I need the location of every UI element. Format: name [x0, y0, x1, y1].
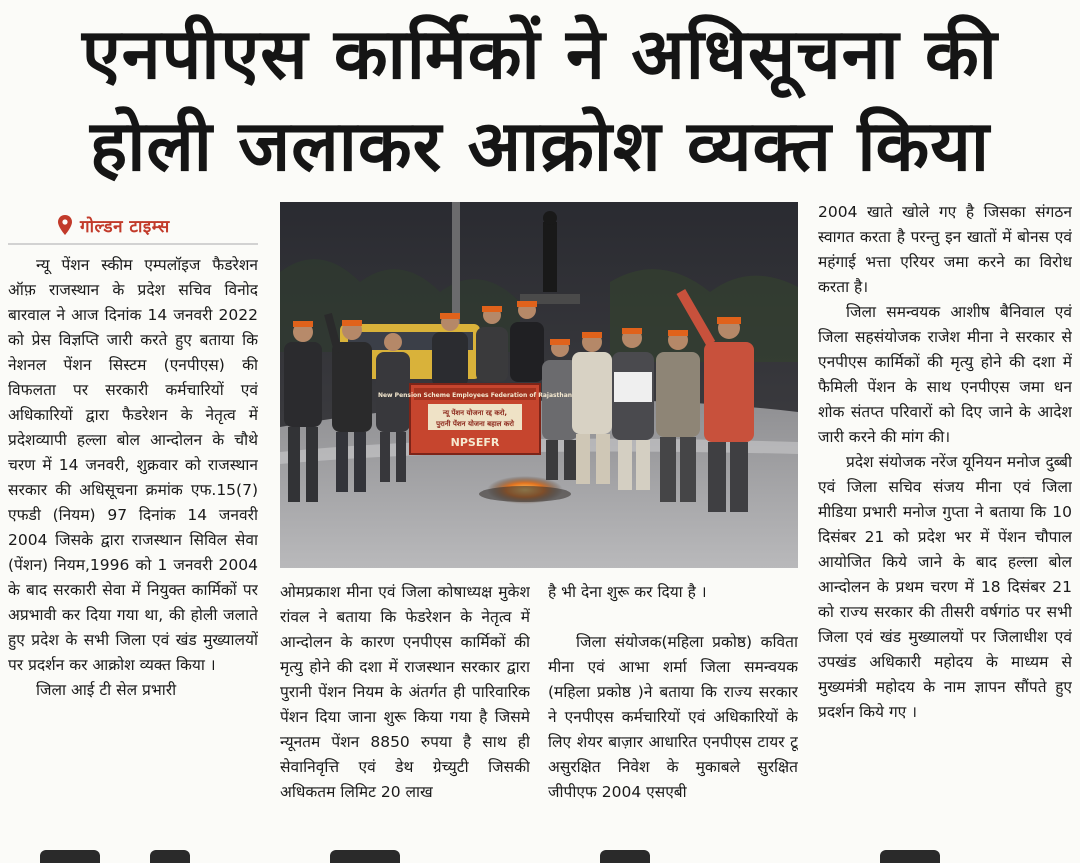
article-column-1 [8, 253, 258, 838]
banner-slogan-1: न्यू पेंशन योजना रद्द करो, [442, 409, 508, 417]
location-pin-icon [58, 215, 72, 235]
paragraph: जिला संयोजक(महिला प्रकोष्ठ) कविता मीना एवं आभा शर्मा जिला समन्वयक (महिला प्रकोष्ठ )ने बताया कि राज्य सरकार ने एनपीएस कर्मचारियों एवं अधिकारियों के लिए शेयर बाज़ार आधारित एनपीएस टायर टू असुरक्षित निवेश के मुकाबले सुरक्षित जीपीएफ 2004 एसएबी [548, 633, 798, 801]
banner-top-text: New Pension Scheme Employees Federation of Rajasthan [377, 392, 573, 399]
paragraph: है भी देना शुरू कर दिया है । [548, 583, 707, 601]
paragraph: प्रदेश संयोजक नरेंज यूनियन मनोज दुब्बी एवं जिला सचिव संजय मीना एवं जिला मीडिया प्रभारी मनोज गुप्ता ने बताया कि 10 दिसंबर 21 को प्रदेश भर में पेंशन चौपाल आयोजित किये जाने के बाद हल्ला बोल आन्दोलन के प्रथम चरण में 18 दिसंबर 21 को राज्य सरकार की तीसरी वर्षगांठ पर सभी जिला एवं खंड मुख्यालयों पर जिलाधीश एवं उपखंड अधिकारी महोदय के माध्यम से मुख्यमंत्री महोदय के नाम ज्ञापन सौंपते हुए प्रदर्शन किये गए । [818, 453, 1072, 721]
article-column-3 [548, 580, 798, 842]
headline-line-1: एनपीएस कार्मिकों ने अधिसूचना की [82, 13, 998, 95]
headline-line-2: होली जलाकर आक्रोश व्यक्त किया [90, 105, 990, 187]
byline-name: गोल्डन टाइम्स [80, 216, 170, 237]
paragraph: 2004 खाते खोले गए है जिसका संगठन स्वागत करता है परन्तु इन खातों में बोनस एवं महंगाई भत्ता एरियर जमा करने का विरोध करता है। [818, 203, 1072, 296]
paragraph: ओमप्रकाश मीना एवं जिला कोषाध्यक्ष मुकेश रांवल ने बताया कि फेडरेशन के नेतृत्व में आन्दोलन के कारण एनपीएस कार्मिकों की मृत्यु होने की दशा में राजस्थान सरकार द्वारा पुरानी पेंशन नियम के अंतर्गत ही पारिवारिक पेंशन दिया जाना शुरू किया गया है जिसमे न्यूनतम पेंशन 8850 रुपया है साथ ही सेवानिवृत्ति एवं डेथ ग्रेच्युटी जिसकी अधिकतम लिमिट 20 लाख [280, 583, 530, 801]
article-column-2 [280, 580, 530, 842]
article-column-4 [818, 200, 1072, 840]
paragraph: जिला आई टी सेल प्रभारी [36, 681, 177, 699]
banner-slogan-2: पुरानी पेंशन योजना बहाल करो [436, 420, 514, 428]
paragraph: न्यू पेंशन स्कीम एम्पलॉइज फैडरेशन ऑफ़ राजस्थान के प्रदेश सचिव विनोद बारवाल ने आज दिनांक 14 जनवरी 2022 को प्रेस विज्ञप्ति जारी करते हुए बताया कि नेशनल पेंशन सिस्टम (एनपीएस) की विफलता पर सरकारी कर्मचारियों एवं अधिकारियों द्वारा फैडरेशन के नेतृत्व में प्रदेशव्यापी हल्ला बोल आन्दोलन के चौथे चरण में 14 जनवरी, शुक्रवार को राजस्थान सरकार की अधिसूचना क्रमांक एफ.15(7) एफडी (नियम) 97 दिनांक 14 जनवरी 2004 जिसके द्वारा राजस्थान सिविल सेवा (पेंशन) नियम,1996 को 1 जनवरी 2004 के बाद सरकारी सेवा में नियुक्त कार्मिकों पर अप्रभावी कर दिया गया था, की होली जलाते हुए प्रदेश के सभी जिला एवं खंड मुख्यालयों पर प्रदर्शन कर आक्रोश व्यक्त किया । [8, 256, 258, 674]
news-photo [280, 202, 798, 568]
headline [0, 0, 1080, 196]
byline [8, 207, 258, 245]
protest-photo-illustration [280, 202, 798, 568]
banner-logo-text: NPSEFR [450, 436, 500, 449]
paragraph: जिला समन्वयक आशीष बैनिवाल एवं जिला सहसंयोजक राजेश मीना ने सरकार से एनपीएस कार्मिकों की मृत्यु होने की दशा में फैमिली पेंशन के साथ एनपीएस जमा धन शोक संतप्त परिवारों को दिए जाने के आदेश जारी करने की मांग की। [818, 303, 1072, 446]
cutoff-text-strip [0, 850, 1080, 863]
